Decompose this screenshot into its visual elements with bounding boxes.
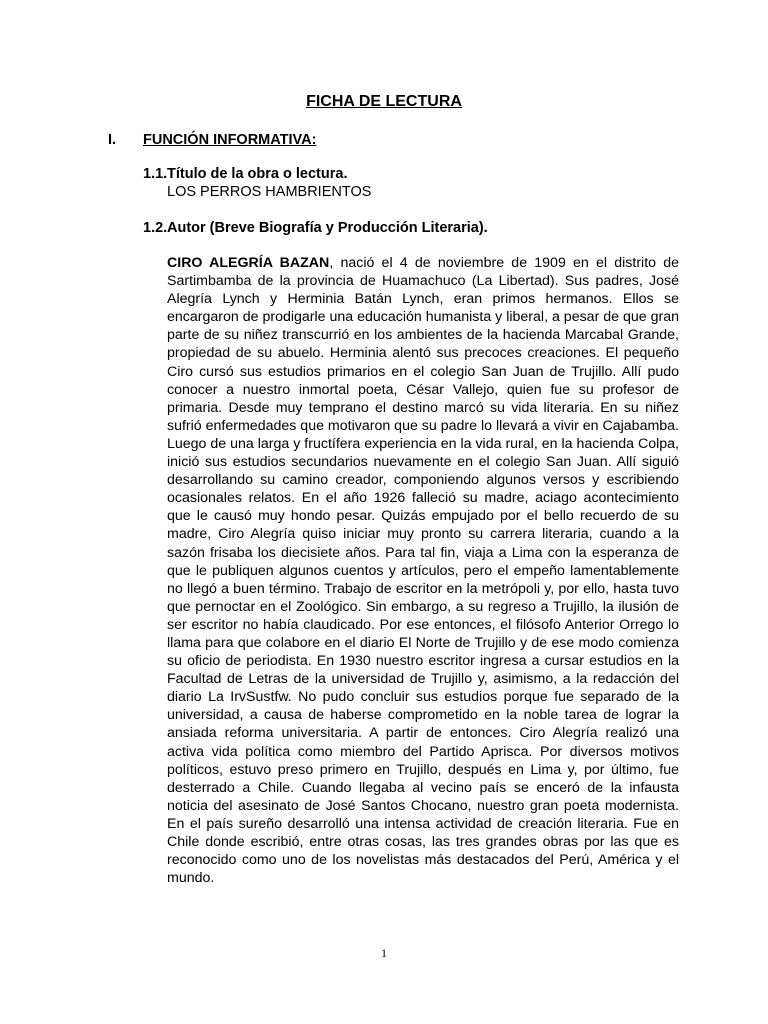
subsection-title-heading [143, 165, 347, 183]
subsection-label: Título de la obra o lectura. [167, 166, 348, 182]
work-title-value: LOS PERROS HAMBRIENTOS [167, 184, 372, 200]
section-label: FUNCIÓN INFORMATIVA: [143, 132, 317, 148]
author-name: CIRO ALEGRÍA BAZAN [167, 255, 330, 271]
page-number: 1 [381, 946, 387, 960]
subsection-number: 1.1. [143, 166, 168, 182]
section-number: I. [108, 132, 117, 148]
section-heading [108, 131, 316, 149]
subsection-number: 1.2. [143, 220, 168, 236]
subsection-author-heading [143, 219, 488, 237]
biography-paragraph [167, 254, 679, 887]
document-title-text: FICHA DE LECTURA [306, 93, 462, 110]
document-title [0, 92, 768, 112]
subsection-label: Autor (Breve Biografía y Producción Literaria). [167, 220, 488, 236]
biography-text: , nació el 4 de noviembre de 1909 en el distrito de Sartimbamba de la provincia de Huamachuco (La Libertad). Sus padres, José Alegría Lynch y Herminia Batán Lynch, eran primos hermanos. Ellos se encargaron de prodigarle una educación humanista y liberal, a pesar de que gran parte de su niñez transcurrió en los ambientes de la hacienda Marcabal Grande, propiedad de su abuelo. Herminia alentó sus precoces creaciones. El pequeño Ciro cursó sus estudios primarios en el colegio San Juan de Trujillo. Allí pudo conocer a nuestro inmortal poeta, César Vallejo, quien fue su profesor de primaria. Desde muy temprano el destino marcó su vida literaria. En su niñez sufrió enfermedades que motivaron que su padre lo llevará a vivir en Cajabamba. Luego de una larga y fructífera experiencia en la vida rural, en la hacienda Colpa, inició sus estudios secundarios nuevamente en el colegio San Juan. Allí siguió desarrollando su camino creador, componiendo algunos versos y escribiendo ocasionales relatos. En el año 1926 falleció su madre, aciago acontecimiento que le causó muy hondo pesar. Quizás empujado por el bello recuerdo de su madre, Ciro Alegría quiso iniciar muy pronto su carrera literaria, cuando a la sazón frisaba los diecisiete años. Para tal fin, viaja a Lima con la esperanza de que le publiquen algunos cuentos y artículos, pero el empeño lamentablemente no llegó a buen término. Trabajo de escritor en la metrópoli y, por ello, hasta tuvo que pernoctar en el Zoológico. Sin embargo, a su regreso a Trujillo, la ilusión de ser escritor no había claudicado. Por ese entonces, el filósofo Anterior Orrego lo llama para que colabore en el diario El Norte de Trujillo y de ese modo comienza su oficio de periodista. En 1930 nuestro escritor ingresa a cursar estudios en la Facultad de Letras de la universidad de Trujillo y, asimismo, a la redacción del diario La IrvSustfw. No pudo concluir sus estudios porque fue separado de la universidad, a causa de haberse comprometido en la noble tarea de lograr la ansiada reforma universitaria. A partir de entonces. Ciro Alegría realizó una activa vida política como miembro del Partido Aprisca. Por diversos motivos políticos, estuvo preso primero en Trujillo, después en Lima y, por último, fue desterrado a Chile. Cuando llegaba al vecino país se enceró de la infausta noticia del asesinato de José Santos Chocano, nuestro gran poeta modernista. En el país sureño desarrolló una intensa actividad de creación literaria. Fue en Chile donde escribió, entre otras cosas, las tres grandes obras por las que es reconocido como uno de los novelistas más destacados del Perú, América y el mundo. [167, 255, 680, 887]
